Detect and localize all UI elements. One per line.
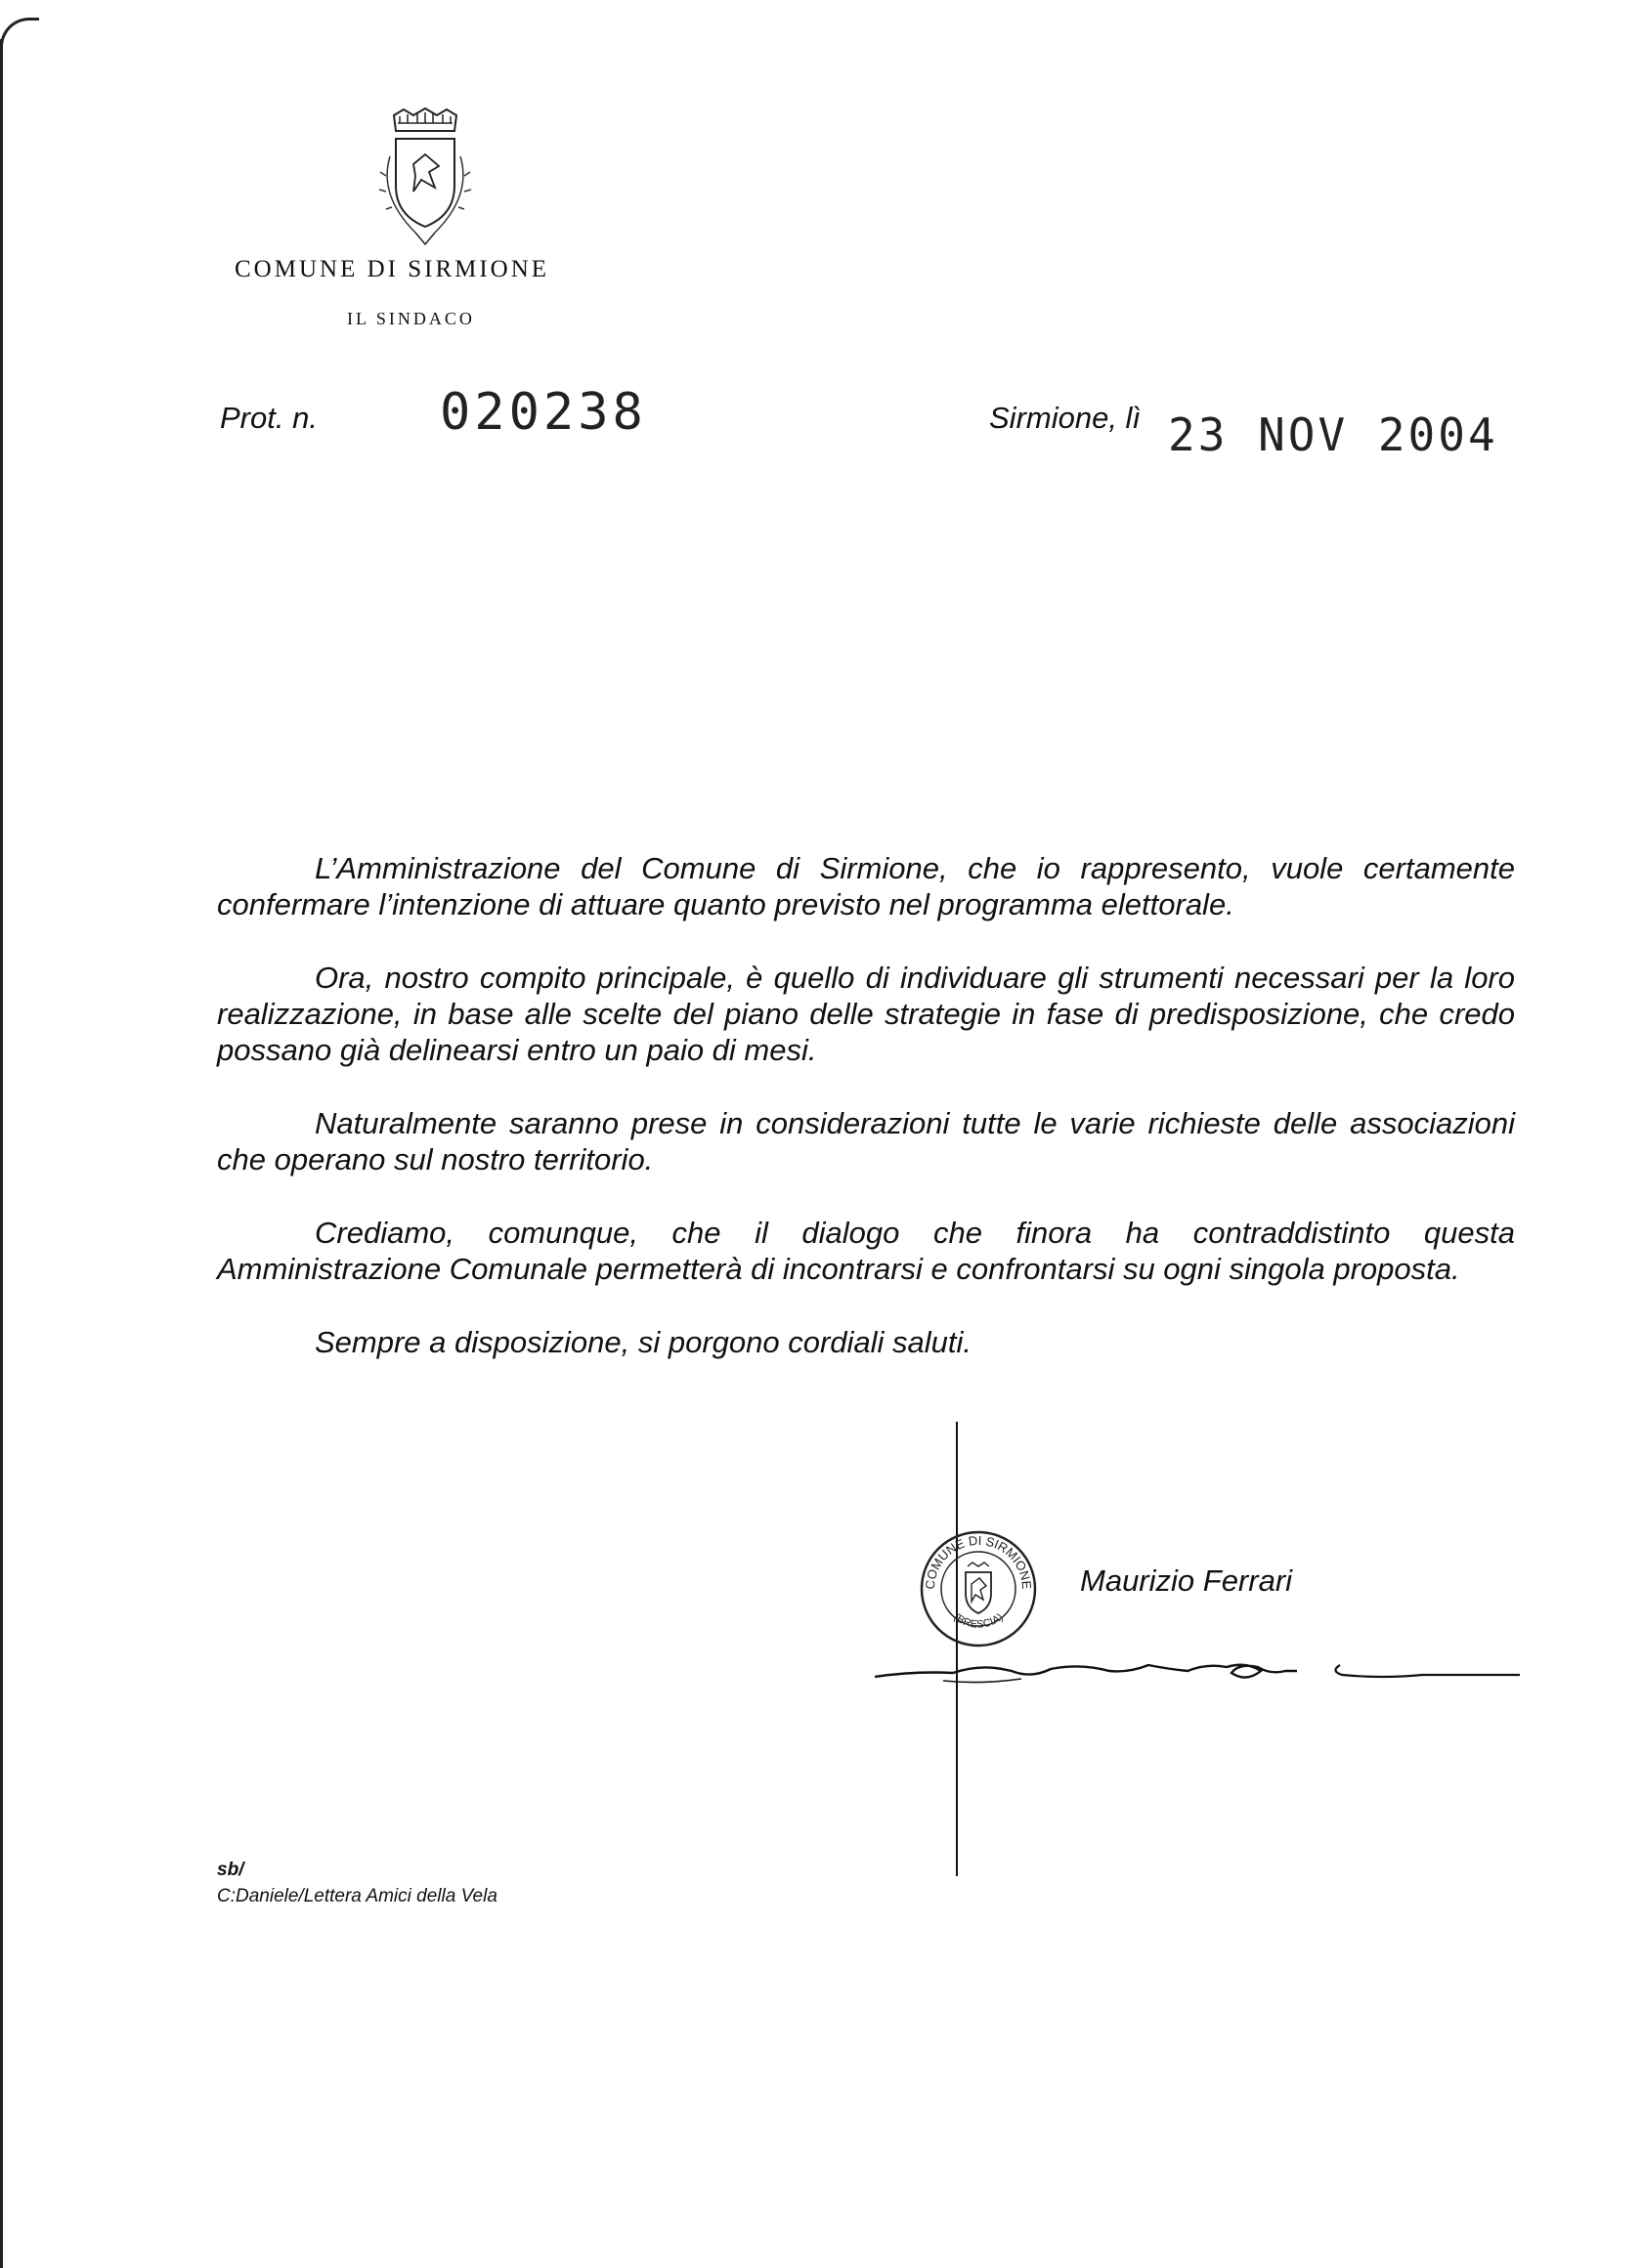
municipal-seal-stamp xyxy=(919,1529,1038,1648)
typist-initials: sb/ xyxy=(217,1860,244,1880)
seal-text-top: COMUNE DI SIRMIONE xyxy=(922,1532,1035,1590)
svg-text:(BRESCIA) xyxy=(951,1611,1005,1631)
protocol-label: Prot. n. xyxy=(220,401,318,435)
office-title: IL SINDACO xyxy=(347,309,475,328)
signer-name: Maurizio Ferrari xyxy=(1080,1563,1293,1598)
body-paragraph-4: Crediamo, comunque, che il dialogo che finora ha contraddistinto questa Amministrazione Comunale permetterà di incontrarsi e confrontarsi su ogni singola proposta. xyxy=(217,1216,1515,1286)
dateline-place: Sirmione, lì xyxy=(989,401,1142,435)
body-paragraph-1: L’Amministrazione del Comune di Sirmione, che io rappresento, vuole certamente confermare l’intenzione di attuare quanto previsto nel programma elettorale. xyxy=(217,851,1515,921)
protocol-number-stamp: 020238 xyxy=(440,383,647,442)
scan-edge-left xyxy=(0,39,3,2268)
document-file-path: C:Daniele/Lettera Amici della Vela xyxy=(217,1886,497,1906)
date-stamp: 23 NOV 2004 xyxy=(1168,408,1498,461)
letter-body xyxy=(217,850,1515,1397)
body-paragraph-2: Ora, nostro compito principale, è quello di individuare gli strumenti necessari per la loro realizzazione, in base alle scelte del piano delle strategie in fase di predisposizione, che credo possano già delinearsi entro un paio di mesi. xyxy=(217,961,1515,1067)
municipality-name: COMUNE DI SIRMIONE xyxy=(235,256,550,282)
seal-text-bottom: (BRESCIA) xyxy=(951,1611,1006,1631)
scan-edge-corner xyxy=(0,18,39,47)
body-paragraph-3: Naturalmente saranno prese in considerazioni tutte le varie richieste delle associazioni che operano sul nostro territorio. xyxy=(217,1106,1515,1177)
closing-paragraph: Sempre a disposizione, si porgono cordiali saluti. xyxy=(315,1325,972,1359)
svg-text:COMUNE DI SIRMIONE xyxy=(923,1533,1034,1590)
municipal-crest-icon xyxy=(357,107,494,249)
handwritten-signature xyxy=(875,1642,1520,1700)
